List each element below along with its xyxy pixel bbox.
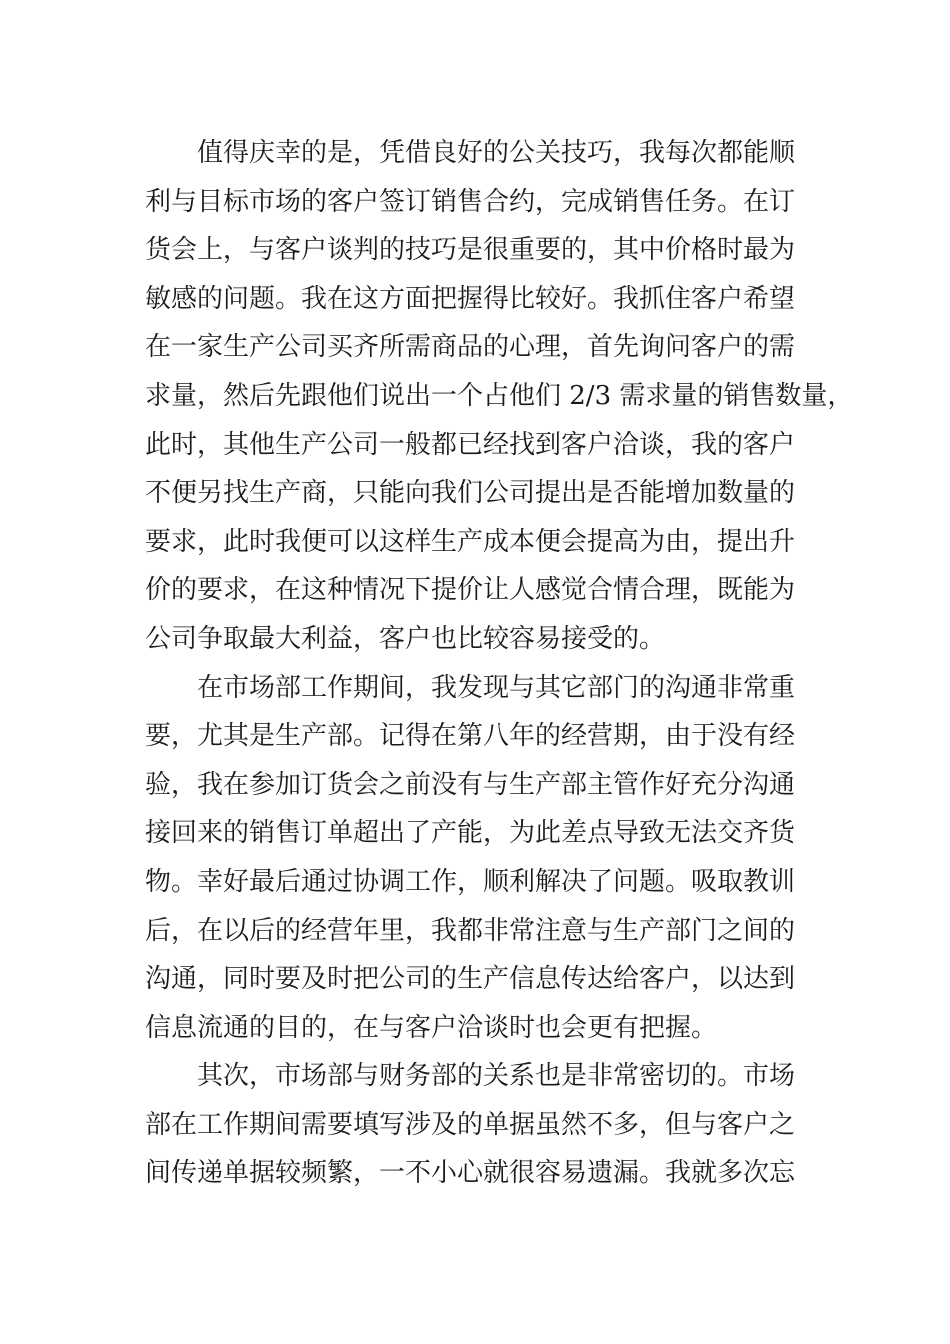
paragraph-1 [145, 129, 854, 664]
paragraph-line: 此时，其他生产公司一般都已经找到客户洽谈，我的客户 [145, 429, 796, 460]
document-body [145, 129, 854, 1198]
paragraph-line: 接回来的销售订单超出了产能，为此差点导致无法交齐货 [145, 818, 796, 849]
paragraph-line: 在市场部工作期间，我发现与其它部门的沟通非常重 [197, 672, 796, 703]
paragraph-line: 验，我在参加订货会之前没有与生产部主管作好充分沟通 [145, 769, 796, 800]
paragraph-line: 价的要求，在这种情况下提价让人感觉合情合理，既能为 [145, 575, 796, 606]
paragraph-line: 公司争取最大利益，客户也比较容易接受的。 [145, 623, 666, 654]
paragraph-line: 沟通，同时要及时把公司的生产信息传达给客户，以达到 [145, 964, 796, 995]
paragraph-line: 利与目标市场的客户签订销售合约，完成销售任务。在订 [145, 186, 796, 217]
paragraph-line: 在一家生产公司买齐所需商品的心理，首先询问客户的需 [145, 332, 796, 363]
paragraph-line: 敏感的问题。我在这方面把握得比较好。我抓住客户希望 [145, 283, 796, 314]
paragraph-line: 间传递单据较频繁，一不小心就很容易遗漏。我就多次忘 [145, 1158, 796, 1189]
paragraph-line: 要求，此时我便可以这样生产成本便会提高为由，提出升 [145, 526, 796, 557]
paragraph-3 [145, 1052, 825, 1198]
paragraph-line: 后，在以后的经营年里，我都非常注意与生产部门之间的 [145, 915, 796, 946]
paragraph-line: 求量，然后先跟他们说出一个占他们 2/3 需求量的销售数量， [145, 380, 854, 411]
paragraph-line: 要，尤其是生产部。记得在第八年的经营期，由于没有经 [145, 721, 796, 752]
paragraph-2 [145, 664, 825, 1053]
paragraph-line: 部在工作期间需要填写涉及的单据虽然不多，但与客户之 [145, 1109, 796, 1140]
paragraph-line: 货会上，与客户谈判的技巧是很重要的，其中价格时最为 [145, 235, 796, 266]
paragraph-line: 值得庆幸的是，凭借良好的公关技巧，我每次都能顺 [197, 138, 796, 168]
paragraph-line: 不便另找生产商，只能向我们公司提出是否能增加数量的 [145, 478, 796, 509]
paragraph-line: 其次，市场部与财务部的关系也是非常密切的。市场 [197, 1061, 796, 1092]
paragraph-line: 物。幸好最后通过协调工作，顺利解决了问题。吸取教训 [145, 866, 796, 897]
paragraph-line: 信息流通的目的，在与客户洽谈时也会更有把握。 [145, 1012, 718, 1043]
